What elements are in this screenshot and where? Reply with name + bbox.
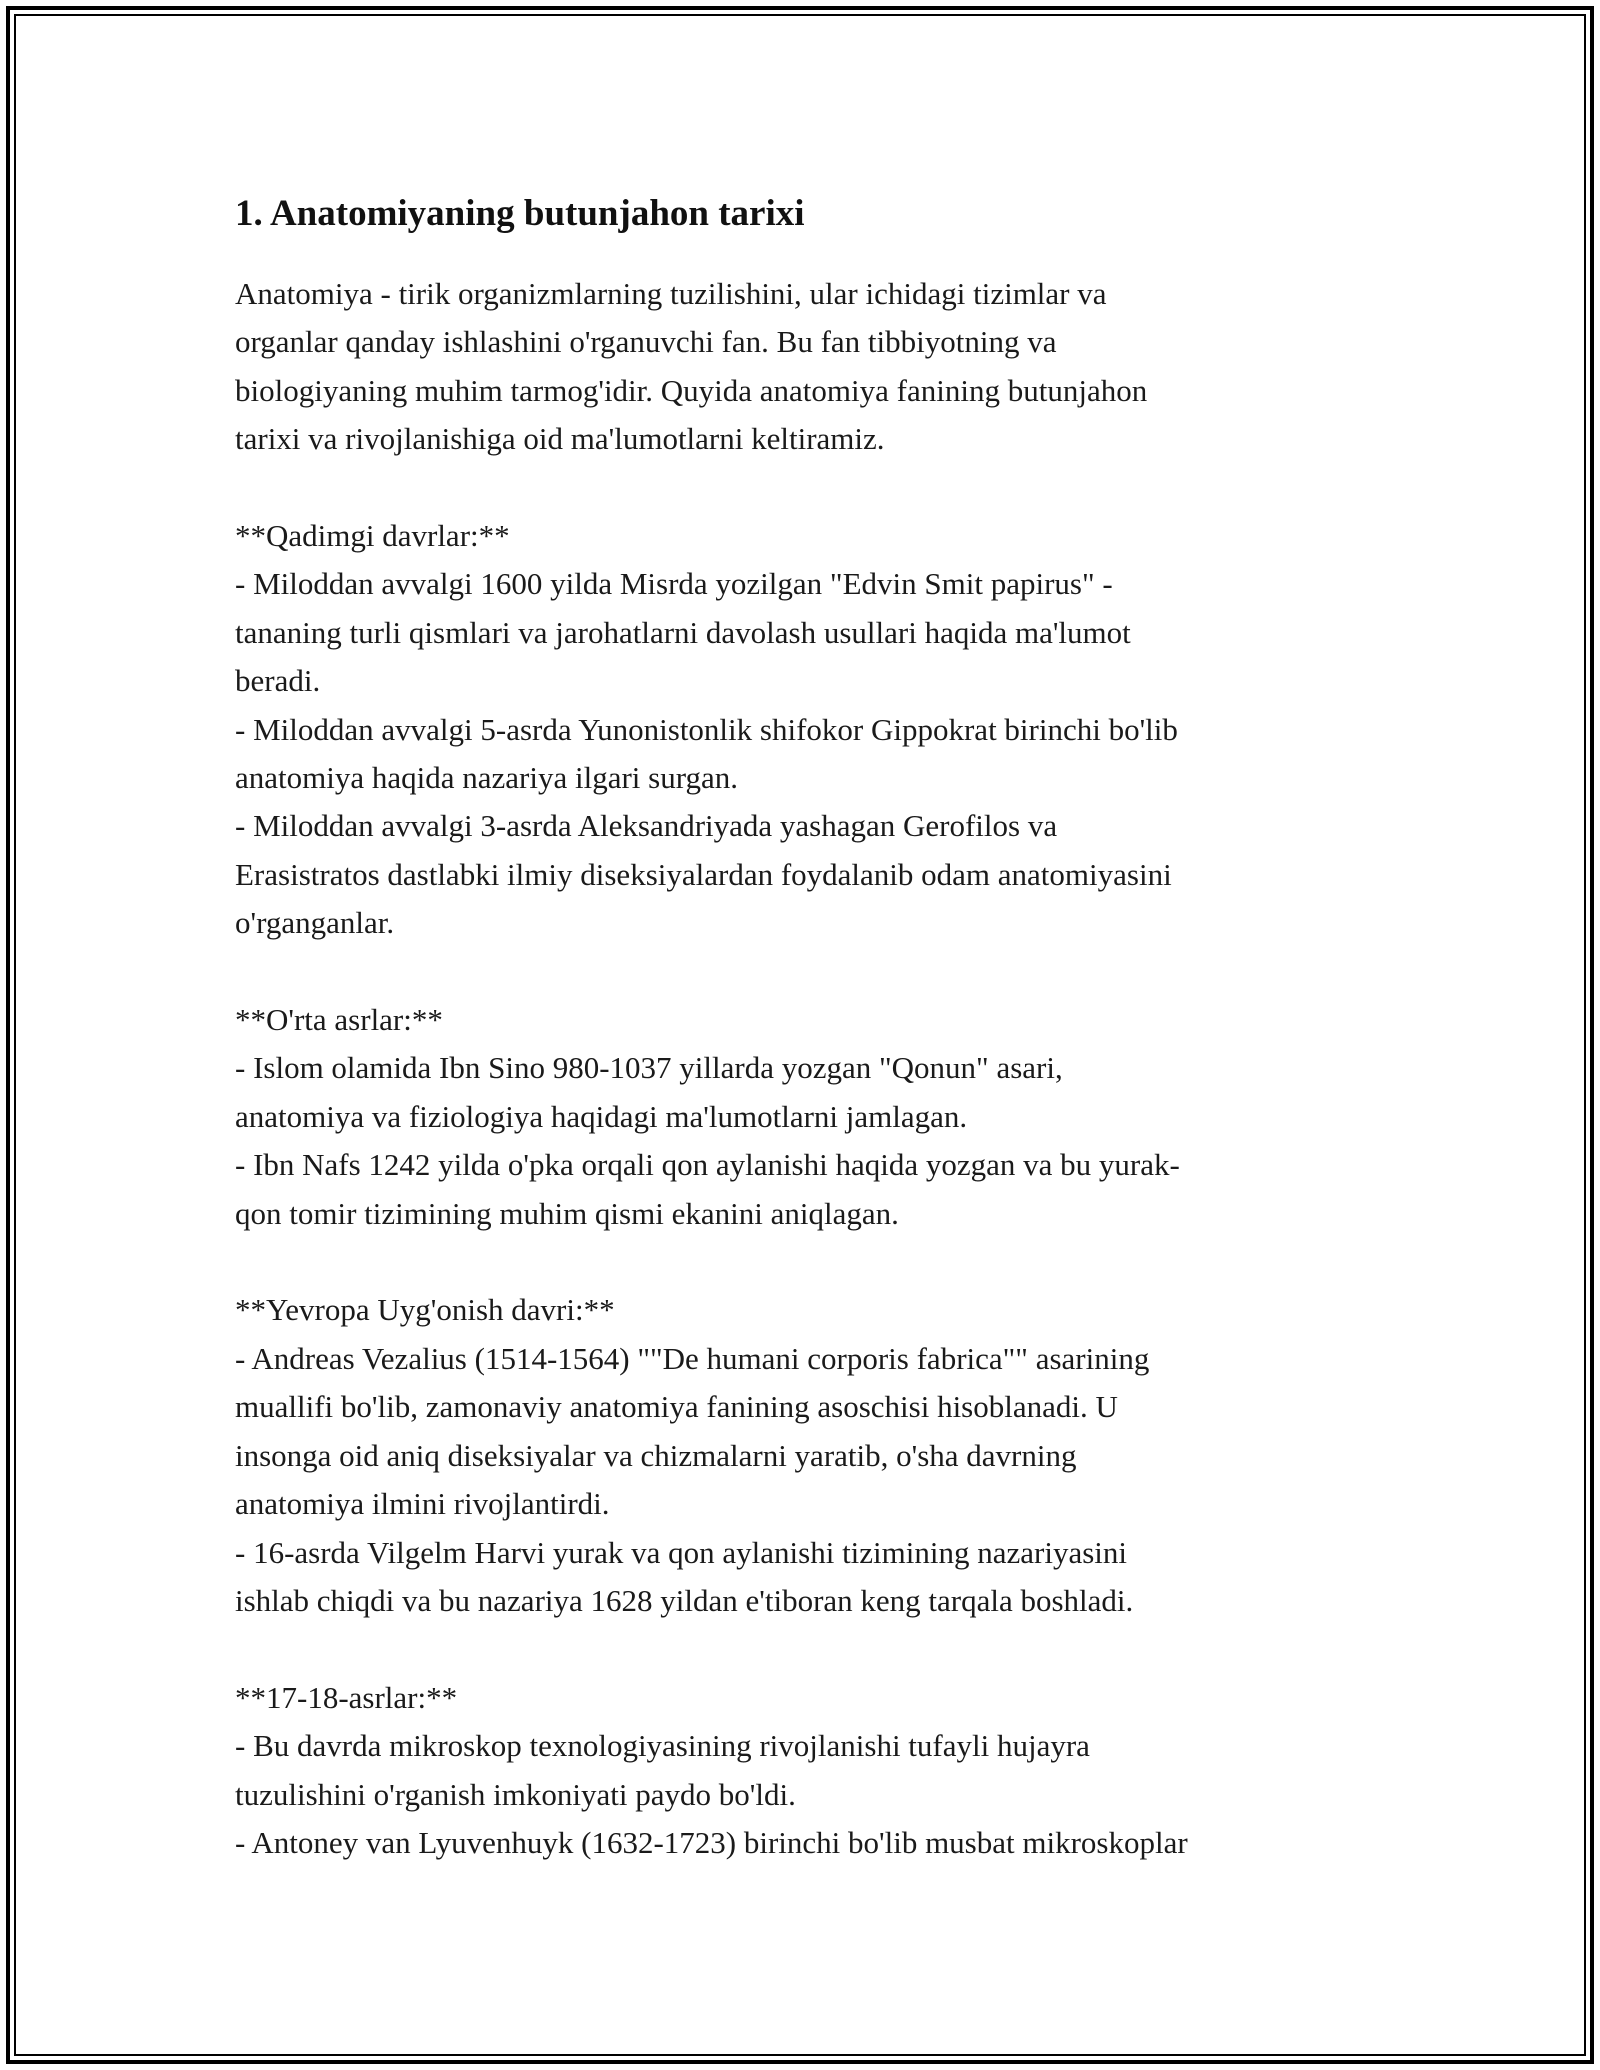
item-line: o'rganganlar. — [235, 905, 395, 941]
section-17-18-centuries — [235, 1674, 1415, 1868]
list-item — [235, 802, 1415, 947]
list-item — [235, 1335, 1415, 1529]
list-item — [235, 1141, 1415, 1238]
document-body — [235, 186, 1415, 1867]
item-line: qon tomir tizimining muhim qismi ekanini aniqlagan. — [235, 1195, 899, 1231]
item-line: - Andreas Vezalius (1514-1564) ""De humani corporis fabrica"" asarining — [235, 1340, 1150, 1376]
item-line: - Miloddan avvalgi 3-asrda Aleksandriyada yashagan Gerofilos va — [235, 808, 1058, 844]
list-item — [235, 1722, 1415, 1819]
intro-line: Anatomiya - tirik organizmlarning tuzilishini, ular ichidagi tizimlar va — [235, 276, 1107, 311]
item-line: ishlab chiqdi va bu nazariya 1628 yildan e'tiboran keng tarqala boshladi. — [235, 1582, 1134, 1618]
list-item — [235, 706, 1415, 803]
section-ancient — [235, 512, 1415, 948]
item-line: anatomiya va fiziologiya haqidagi ma'lumotlarni jamlagan. — [235, 1098, 968, 1134]
item-line: - Islom olamida Ibn Sino 980-1037 yillarda yozgan "Qonun" asari, — [235, 1050, 1063, 1086]
section-renaissance — [235, 1286, 1415, 1625]
item-line: - Ibn Nafs 1242 yilda o'pka orqali qon aylanishi haqida yozgan va bu yurak- — [235, 1147, 1180, 1183]
item-line: Erasistratos dastlabki ilmiy diseksiyalardan foydalanib odam anatomiyasini — [235, 856, 1172, 892]
item-line: muallifi bo'lib, zamonaviy anatomiya fanining asoschisi hisoblanadi. U — [235, 1389, 1118, 1425]
section-middle-ages — [235, 996, 1415, 1238]
section-heading: **17-18-asrlar:** — [235, 1679, 458, 1715]
item-line: - 16-asrda Vilgelm Harvi yurak va qon aylanishi tizimining nazariyasini — [235, 1534, 1128, 1570]
list-item — [235, 560, 1415, 705]
intro-line: tarixi va rivojlanishiga oid ma'lumotlarni keltiramiz. — [235, 421, 885, 457]
list-item — [235, 1529, 1415, 1626]
section-heading: **Qadimgi davrlar:** — [235, 518, 510, 554]
intro-line: biologiyaning muhim tarmog'idir. Quyida anatomiya fanining butunjahon — [235, 372, 1148, 408]
section-heading: **Yevropa Uyg'onish davri:** — [235, 1292, 615, 1328]
item-line: beradi. — [235, 663, 321, 699]
list-item — [235, 1819, 1415, 1867]
document-title: 1. Anatomiyaning butunjahon tarixi — [235, 193, 805, 234]
item-line: - Antoney van Lyuvenhuyk (1632-1723) birinchi bo'lib musbat mikroskoplar — [235, 1824, 1188, 1860]
intro-paragraph — [235, 270, 1415, 464]
item-line: anatomiya haqida nazariya ilgari surgan. — [235, 760, 738, 796]
list-item — [235, 1044, 1415, 1141]
item-line: tananing turli qismlari va jarohatlarni davolash usullari haqida ma'lumot — [235, 614, 1131, 650]
item-line: tuzulishini o'rganish imkoniyati paydo bo'ldi. — [235, 1776, 796, 1812]
item-line: - Bu davrda mikroskop texnologiyasining rivojlanishi tufayli hujayra — [235, 1728, 1090, 1764]
item-line: insonga oid aniq diseksiyalar va chizmalarni yaratib, o'sha davrning — [235, 1437, 1077, 1473]
item-line: - Miloddan avvalgi 5-asrda Yunonistonlik shifokor Gippokrat birinchi bo'lib — [235, 711, 1178, 747]
item-line: anatomiya ilmini rivojlantirdi. — [235, 1486, 610, 1522]
item-line: - Miloddan avvalgi 1600 yilda Misrda yozilgan "Edvin Smit papirus" - — [235, 566, 1113, 602]
intro-line: organlar qanday ishlashini o'rganuvchi fan. Bu fan tibbiyotning va — [235, 324, 1057, 360]
section-heading: **O'rta asrlar:** — [235, 1002, 443, 1038]
